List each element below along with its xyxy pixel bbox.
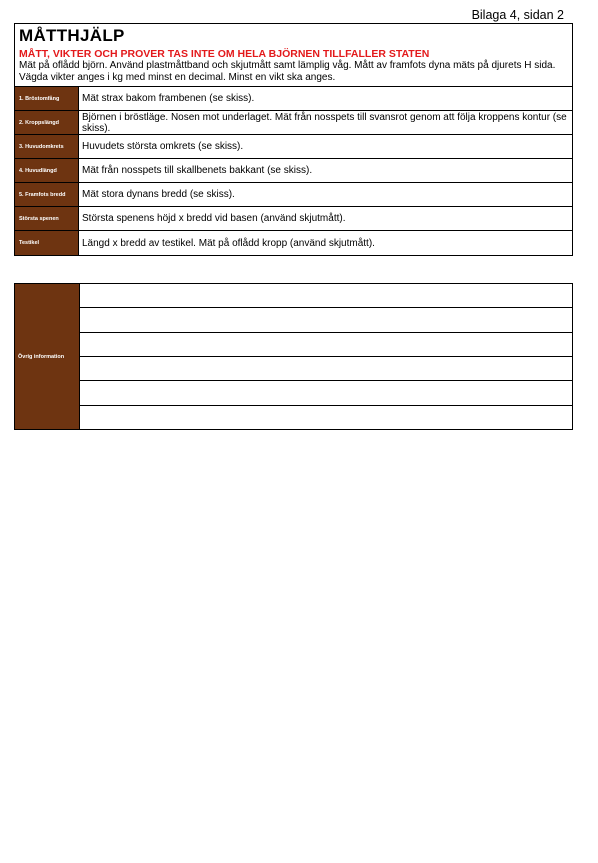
- row-label: Testikel: [15, 231, 79, 255]
- row-description: Mät stora dynans bredd (se skiss).: [82, 189, 235, 200]
- warning-text: MÅTT, VIKTER OCH PROVER TAS INTE OM HELA BJÖRNEN TILLFALLER STATEN: [19, 48, 430, 60]
- writing-line[interactable]: [80, 406, 572, 429]
- writing-line[interactable]: [80, 381, 572, 405]
- guide-header: [15, 24, 572, 87]
- intro-text: Mät på oflådd björn. Använd plastmåttband och skjutmått samt lämplig våg. Mått av framfots dyna mäts på djurets H sida. Vägda vikter anges i kg med minst en decimal. Minst en vikt ska anges.: [19, 60, 556, 83]
- writing-line[interactable]: [80, 333, 572, 357]
- row-description: Längd x bredd av testikel. Mät på oflådd kropp (använd skjutmått).: [82, 237, 375, 249]
- writing-line[interactable]: [80, 284, 572, 308]
- page-title: MÅTTHJÄLP: [19, 26, 125, 45]
- row-description: Mät strax bakom frambenen (se skiss).: [82, 93, 255, 104]
- measurement-row-forefoot-width: [15, 183, 572, 207]
- row-description: Huvudets största omkrets (se skiss).: [82, 141, 244, 152]
- other-information-box: [14, 283, 573, 430]
- row-label: 4. Huvudlängd: [15, 159, 79, 182]
- other-information-label: Övrig information: [15, 284, 80, 429]
- row-description: Mät från nosspets till skallbenets bakkant (se skiss).: [82, 165, 313, 176]
- page-reference: Bilaga 4, sidan 2: [471, 8, 564, 22]
- row-description: Största spenens höjd x bredd vid basen (använd skjutmått).: [82, 213, 346, 224]
- measurement-row-largest-teat: [15, 207, 572, 231]
- writing-line[interactable]: [80, 357, 572, 381]
- row-description: Björnen i bröstläge. Nosen mot underlaget. Mät från nosspets till svansrot genom att följa kroppens kontur (se skiss).: [82, 111, 567, 134]
- measurement-row-body-length: [15, 111, 572, 135]
- other-information-lines: [80, 284, 572, 429]
- measurement-row-testicle: [15, 231, 572, 255]
- measurement-row-chest: [15, 87, 572, 111]
- measurement-row-head-circumference: [15, 135, 572, 159]
- row-label: Största spenen: [15, 207, 79, 230]
- row-label: 3. Huvudomkrets: [15, 135, 79, 158]
- writing-line[interactable]: [80, 308, 572, 332]
- measurement-row-head-length: [15, 159, 572, 183]
- row-label: 5. Framfots bredd: [15, 183, 79, 206]
- row-label: 1. Bröstomfång: [15, 87, 79, 110]
- measurement-guide-table: [14, 23, 573, 256]
- row-label: 2. Kroppslängd: [15, 111, 79, 134]
